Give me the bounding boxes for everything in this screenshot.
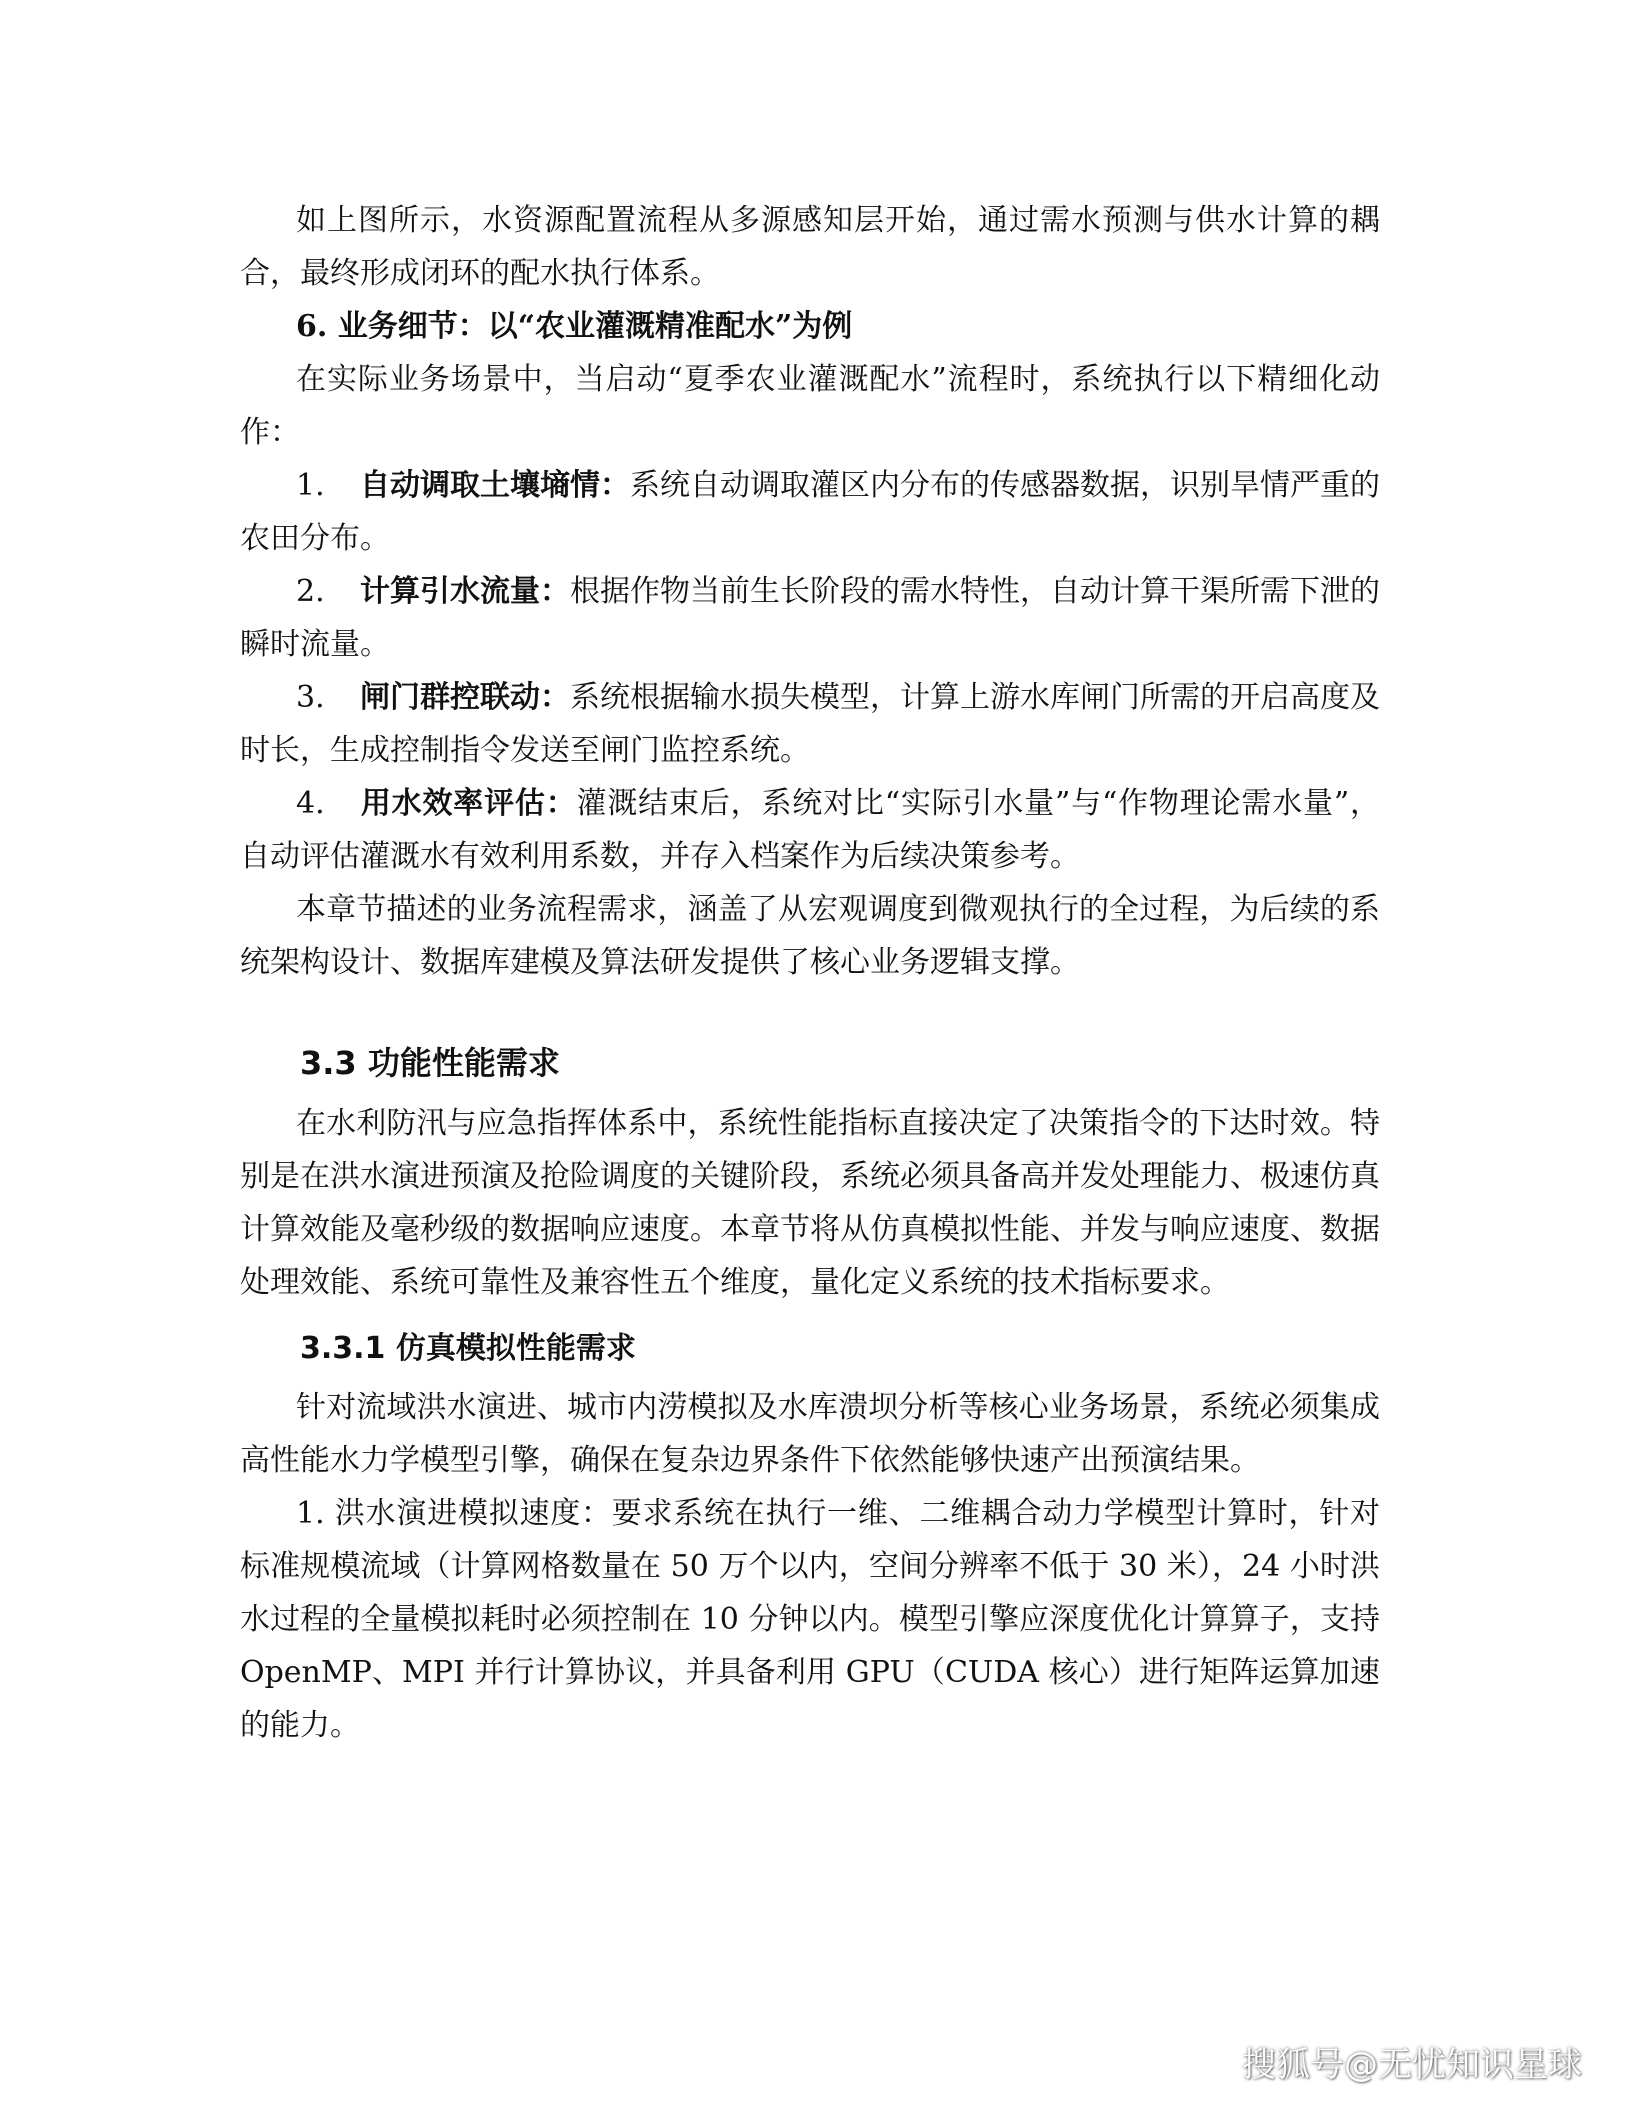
section-3-3-1-paragraph: 针对流域洪水演进、城市内涝模拟及水库溃坝分析等核心业务场景，系统必须集成高性能水力学模型引擎，确保在复杂边界条件下依然能够快速产出预演结果。	[240, 1390, 1380, 1478]
document-page	[240, 194, 1380, 1752]
item-text: 灌溉结束后，系统对比“实际引水量”与“作物理论需水量”，自动评估灌溉水有效利用系数，并存入档案作为后续决策参考。	[240, 786, 1380, 874]
list-item	[240, 671, 1380, 777]
item-text: 根据作物当前生长阶段的需水特性，自动计算干渠所需下泄的瞬时流量。	[240, 574, 1380, 662]
list-item	[240, 777, 1380, 883]
section-6-summary: 本章节描述的业务流程需求，涵盖了从宏观调度到微观执行的全过程，为后续的系统架构设计、数据库建模及算法研发提供了核心业务逻辑支撑。	[240, 892, 1380, 980]
section-6-lead: 在实际业务场景中，当启动“夏季农业灌溉配水”流程时，系统执行以下精细化动作：	[240, 362, 1380, 450]
item-text: 系统自动调取灌区内分布的传感器数据，识别旱情严重的农田分布。	[240, 468, 1380, 556]
section-6-heading: 6. 业务细节：以“农业灌溉精准配水”为例	[296, 309, 853, 344]
intro-paragraph: 如上图所示，水资源配置流程从多源感知层开始，通过需水预测与供水计算的耦合，最终形成闭环的配水执行体系。	[240, 203, 1380, 291]
item-number: 4.	[296, 786, 325, 821]
watermark: 搜狐号@无忧知识星球	[1242, 2045, 1582, 2085]
item-number: 3.	[296, 680, 325, 715]
item-term: 自动调取土壤墒情：	[360, 468, 630, 503]
item-term: 计算引水流量：	[360, 574, 570, 609]
section-3-3-1-item: 1. 洪水演进模拟速度：要求系统在执行一维、二维耦合动力学模型计算时，针对标准规模流域（计算网格数量在 50 万个以内，空间分辨率不低于 30 米），24 小时洪水过程的全量模拟耗时必须控制在 10 分钟以内。模型引擎应深度优化计算算子，支持 OpenMP、MPI 并行计算协议，并具备利用 GPU（CUDA 核心）进行矩阵运算加速的能力。	[240, 1496, 1380, 1743]
section-3-3-paragraph: 在水利防汛与应急指挥体系中，系统性能指标直接决定了决策指令的下达时效。特别是在洪水演进预演及抢险调度的关键阶段，系统必须具备高并发处理能力、极速仿真计算效能及毫秒级的数据响应速度。本章节将从仿真模拟性能、并发与响应速度、数据处理效能、系统可靠性及兼容性五个维度，量化定义系统的技术指标要求。	[240, 1106, 1380, 1300]
section-3-3-1-heading: 3.3.1 仿真模拟性能需求	[300, 1331, 636, 1366]
list-item	[240, 459, 1380, 565]
item-text: 系统根据输水损失模型，计算上游水库闸门所需的开启高度及时长，生成控制指令发送至闸门监控系统。	[240, 680, 1380, 768]
item-term: 用水效率评估：	[360, 786, 577, 821]
item-number: 1.	[296, 468, 325, 503]
list-item	[240, 565, 1380, 671]
item-number: 2.	[296, 574, 325, 609]
item-term: 闸门群控联动：	[360, 680, 570, 715]
section-3-3-heading: 3.3 功能性能需求	[300, 1044, 560, 1082]
